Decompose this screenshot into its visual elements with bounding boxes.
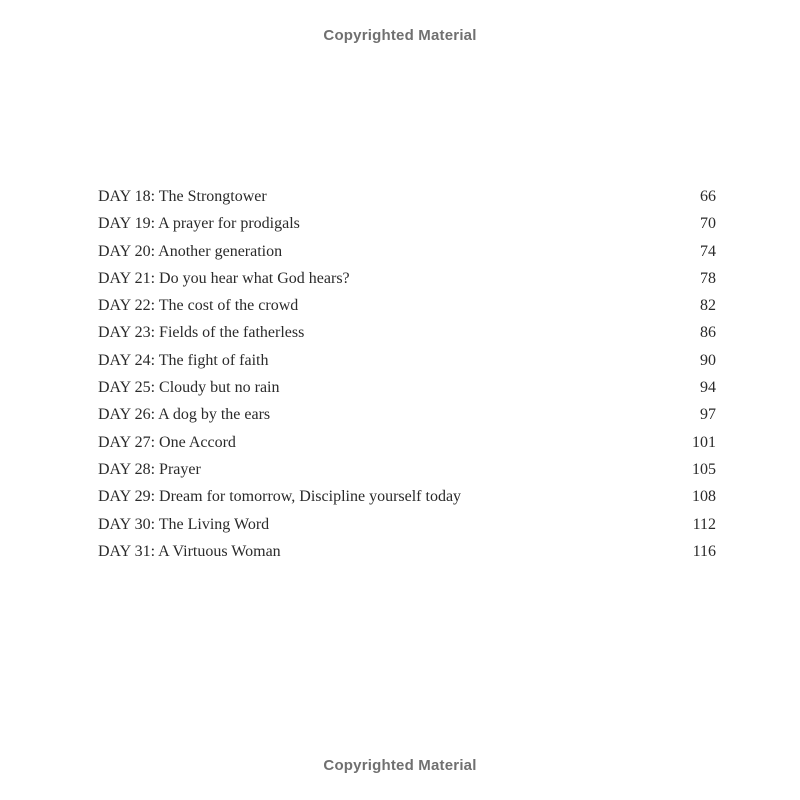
toc-entry-page: 86 (700, 324, 716, 342)
toc-entry-page: 78 (700, 269, 716, 287)
toc-entry-page: 105 (692, 460, 716, 478)
toc-entry-page: 74 (700, 242, 716, 260)
toc-entry (98, 461, 716, 488)
copyright-watermark-top: Copyrighted Material (323, 27, 477, 44)
toc-entry-title: DAY 26: A dog by the ears (98, 406, 271, 424)
toc-entry (98, 188, 716, 215)
toc-entry (98, 352, 716, 379)
toc-entry-title: DAY 19: A prayer for prodigals (98, 215, 300, 233)
toc-entry (98, 543, 716, 570)
toc-entry (98, 324, 716, 351)
toc-entry-page: 108 (692, 488, 716, 506)
toc-entry-title: DAY 30: The Living Word (98, 515, 270, 533)
toc-entry-page: 116 (692, 542, 716, 560)
toc-entry-title: DAY 23: Fields of the fatherless (98, 324, 305, 342)
toc-entry (98, 434, 716, 461)
toc-entry-title: DAY 18: The Strongtower (98, 188, 267, 205)
toc-entry-title: DAY 25: Cloudy but no rain (98, 379, 280, 397)
toc-entry-page: 70 (700, 215, 716, 233)
toc-entry-page: 97 (700, 406, 716, 424)
toc-entry-page: 112 (692, 515, 716, 533)
toc-entry-title: DAY 21: Do you hear what God hears? (98, 269, 350, 287)
toc-entry (98, 379, 716, 406)
toc-entry-page: 94 (700, 379, 716, 397)
toc-entry (98, 516, 716, 543)
toc-entry-title: DAY 22: The cost of the crowd (98, 297, 299, 315)
toc-entry-title: DAY 24: The fight of faith (98, 351, 269, 369)
toc-entry (98, 488, 716, 515)
copyright-watermark-bottom: Copyrighted Material (323, 757, 477, 774)
toc-entry-title: DAY 29: Dream for tomorrow, Discipline yourself today (98, 488, 462, 506)
toc-entry-title: DAY 27: One Accord (98, 433, 236, 451)
toc-entry (98, 243, 716, 270)
toc-entry-page: 101 (692, 433, 716, 451)
toc-entry-page: 66 (700, 188, 716, 205)
toc-entry (98, 406, 716, 433)
toc-entry (98, 215, 716, 242)
toc-entry-title: DAY 20: Another generation (98, 242, 283, 260)
toc-entry (98, 270, 716, 297)
toc-entry-page: 90 (700, 351, 716, 369)
table-of-contents (98, 188, 716, 570)
toc-entry-title: DAY 28: Prayer (98, 460, 201, 478)
toc-entry-title: DAY 31: A Virtuous Woman (98, 542, 281, 560)
toc-entry (98, 297, 716, 324)
toc-entry-page: 82 (700, 297, 716, 315)
